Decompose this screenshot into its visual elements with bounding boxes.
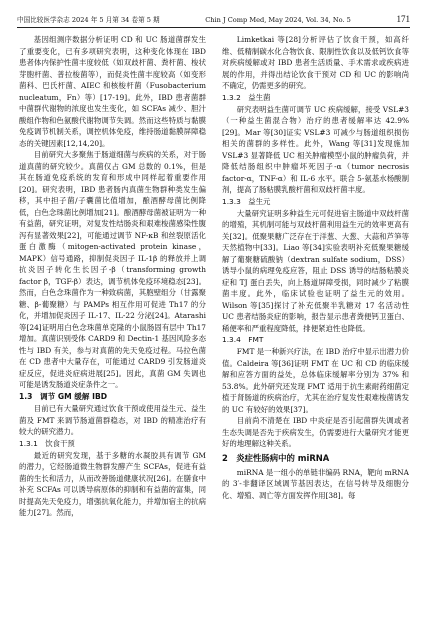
- paragraph: 最近的研究发现，基于多糖的水凝胶具有调节 GM 的潜力，它经肠道微生物群发酵产生 SCFAs，促进有益菌的生长和活力，从而改善肠道健康状况[26]。在膳食中补充 SCFAs 可以诱导病原体的抑制和有益菌的富集，同时提高先天免疫力，增强抗氧化能力，并增加宿主的抗病能力[27]。然而，: [19, 450, 206, 517]
- section-heading: 1.3 调节 GM 缓解 IBD: [19, 391, 108, 401]
- header-rule: [17, 27, 410, 28]
- running-header: [17, 10, 410, 24]
- paragraph: 目前研究大多聚焦于肠道细菌与疾病的关系，对于肠道真菌的研究较少。真菌仅占 GM 总数的 0.1%，但是其在肠道免疫系统的发育和形成中同样起着重要作用[20]。研究表明，IBD 患者肠内真菌生物群种类发生偏移，其中担子菌/子囊菌比值增加，酿酒酵母菌比例降低，白色念珠菌比例增加[21]。酿酒酵母菌被证明为一种有益菌，研究证明，对复发性结肠炎和艰难梭菌感染性腹泻有显著效果[22]，可能通过调节 NF-κB 和丝裂原活化蛋白激酶（mitogen-activated protein kinase，MAPK）信号通路，抑制促炎因子 IL-1β 的释放并上调抗炎因子转化生长因子-β（transforming growth factor β，TGF-β）表达，调节机体免疫环境稳态[23]。然而，白色念珠菌作为一种致病菌，其胞壁组分（甘露聚糖、β-葡聚糖）与 PAMPs 相互作用可促进 Th17 的分化，并增加促炎因子 IL-17、IL-22 分泌[24]。Atarashi 等[24]证明用白色念珠菌单克隆的小鼠肠固有层中 Th17 增加。真菌识别受体 CARD9 和 Dectin-1 基因风险多态性与 IBD 有关，参与对真菌的先天免疫过程。马拉色菌在 CD 患者中大量存在，可能通过 CARD9 引发肠道炎症反应，促进炎症病进展[25]。因此，真菌 GM 失调也可能是诱发肠道炎症条件之一。: [19, 150, 206, 389]
- left-column: [19, 34, 206, 619]
- section-heading: 1.3.2 益生菌: [222, 92, 271, 102]
- paragraph: 目前已有大量研究通过饮食干预或使用益生元、益生菌及 FMT 来调节肠道菌群稳态，对 IBD 的精准治疗有较大的研究潜力。: [19, 404, 206, 436]
- header-journal-en: Chin J Comp Med, May 2024, Vol. 34, No. 5: [205, 16, 351, 24]
- header-journal-cn: 中国比较医学杂志 2024 年 5 月第 34 卷第 5 期: [17, 16, 160, 24]
- section-heading: 1.3.1 饮食干预: [19, 438, 75, 448]
- section-heading: 1.3.3 益生元: [222, 196, 271, 206]
- paragraph: miRNA 是一组小的单链非编码 RNA，靶向 mRNA 的 3′-非翻译区域调节基因表达，在信号转导及细胞分化、增殖、凋亡等方面发挥作用[38]。每: [222, 467, 409, 500]
- page-number: 171: [396, 14, 410, 24]
- paragraph: 大量研究证明多种益生元可促进宿主肠道中双歧杆菌的增殖，其机制可能与双歧杆菌利用益生元的效率更高有关[32]。低聚果糖广泛存在于洋葱、大葱、大蒜和芦笋等天然植物中[33]。Liao 等[34]实验表明补充低聚果糖缓解了葡聚糖硫酸钠（dextran sulfate sodium，DSS）诱导小鼠的病理免疫应答，阻止 DSS 诱导的结肠粘膜炎症和 TJ 蛋白丢失，向上肠道屏障受损，同时减少了粘膜菌丰度。此外，临床试验也证明了益生元的效用。Wilson 等[35]探讨了补充低聚半乳糖对 17 名活动性 UC 患者结肠炎症的影响，报告显示患者粪便钙卫蛋白、稀便率和严重程度降低，排便紧迫性也降低。: [222, 208, 409, 333]
- right-column: [222, 34, 409, 619]
- section-heading: 1.3.4 FMT: [222, 335, 264, 344]
- paragraph: 基因组测序数据分析证明 CD 和 UC 肠道菌群发生了重要变化，已有多项研究表明，这种变化体现在 IBD 患者体内保护性菌丰度较低（如双歧杆菌、粪杆菌、梭状芽胞杆菌、普拉梭菌等），而促炎性菌丰度较高（如变形菌科、巴氏杆菌、AIEC 和核梭杆菌（Fusobacterium nucleatum，Fn）等）[17-19]。此外，IBD 患者菌群中菌群代谢物的浓度也发生变化，如 SCFAs 减少、胆汁酸组作物和色氨酸代谢物调节失调。然而这些特质与黏膜免疫调节机制关系，调控机体免疫，维持肠道黏膜屏障稳态的关键因素[12,14,20]。: [19, 35, 206, 148]
- section-heading: 2 炎症性肠病中的 miRNA: [222, 452, 330, 463]
- paragraph: 研究表明益生菌可调节 UC 疾病缓解，接受 VSL#3（一种益生菌混合物）治疗的患者缓解率达 42.9%[29]。Mar 等[30]证实 VSL#3 可减少与肠道组织损伤相关的菌群的多样性。此外，Wang 等[31]发现施加 VSL#3 显著降低 UC 相关肿瘤模型小鼠的肿瘤负荷，并降低结肠组织中肿瘤坏死因子-α（tumor necrosis factor-α，TNF-α）和 IL-6 水平。联合 5-氨基水杨酸制剂，提高了肠粘膜乳酸杆菌和双歧杆菌丰度。: [222, 104, 409, 194]
- paragraph: FMT 是一种新兴疗法，在 IBD 治疗中显示出潜力价值。Caldeira 等[36]证明 FMT 在 UC 和 CD 的临床缓解和应答方面的益处，总体临床缓解率分别为 37% 和 53.8%。此外研究还发现 FMT 适用于抗生素耐药细菌定植于肾肠道的疾病治疗，尤其在治疗复发性艰难梭菌诱发的 UC 有较好的效果[37]。: [222, 347, 409, 414]
- paragraph: 目前尚不清楚在 IBD 中炎症是否引起菌群失调或者生态失调是否先于疾病发生，仍需要进行大量研究才能更好的地理解这种关系。: [222, 416, 409, 448]
- paragraph: Limketkai 等[28]分析评估了饮食干预，如高纤维、低精制碳水化合物饮食、限制性饮食以及低钙饮食等对疾病缓解或对 IBD 患者生活质量、手术需求或疾病进展的作用，并得出结论饮食干预对 CD 和 UC 的影响尚不确定，仍需更多的研究。: [222, 35, 409, 90]
